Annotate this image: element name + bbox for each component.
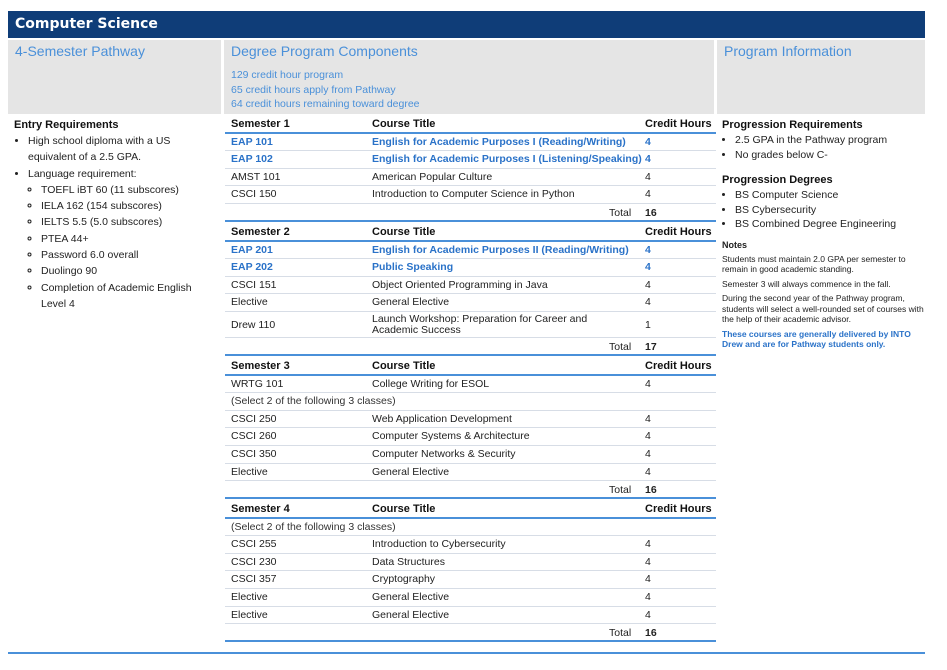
entry-requirements-title: Entry Requirements [14, 119, 119, 131]
semester-header-row [225, 224, 716, 242]
course-row [225, 259, 716, 277]
semester-total: 16 [645, 206, 657, 219]
program-information [722, 119, 927, 350]
course-note-row [225, 393, 716, 411]
course-code: CSCI 255 [231, 538, 277, 551]
course-credits: 4 [645, 243, 651, 256]
total-label: Total [609, 627, 632, 640]
credit-hours-header: Credit Hours [645, 118, 712, 130]
credit-hours-header: Credit Hours [645, 225, 712, 238]
program-info-header [717, 40, 925, 114]
note-paragraph: During the second year of the Pathway program, students will select a well-rounded set of courses with the help of their academic advisor. [722, 293, 924, 324]
language-item: ◦ Duolingo 90 [41, 263, 219, 279]
course-note: (Select 2 of the following 3 classes) [231, 395, 396, 408]
course-title: General Elective [372, 465, 450, 478]
semester-total-row [225, 204, 716, 222]
course-code: EAP 102 [231, 153, 273, 166]
entry-requirements [14, 119, 219, 312]
course-code: Elective [231, 608, 268, 621]
course-credits: 4 [645, 591, 651, 604]
course-row [225, 376, 716, 394]
semester-name: Semester 1 [231, 118, 290, 130]
course-row [225, 446, 716, 464]
course-row [225, 151, 716, 169]
course-code: EAP 202 [231, 261, 273, 274]
progression-degree-item: • BS Computer Science [735, 188, 927, 203]
total-label: Total [609, 340, 632, 353]
note-paragraph: Semester 3 will always commence in the fall. [722, 278, 891, 289]
course-credits: 4 [645, 465, 651, 478]
course-code: EAP 201 [231, 243, 273, 256]
language-item: ◦ Password 6.0 overall [41, 247, 219, 263]
course-row [225, 536, 716, 554]
progression-degrees-title: Progression Degrees [722, 174, 833, 186]
total-label: Total [609, 206, 632, 219]
course-credits: 4 [645, 412, 651, 425]
course-title: English for Academic Purposes I (Listening/Speaking) [372, 153, 642, 166]
entry-item: • High school diploma with a US equivalent of a 2.5 GPA. [28, 133, 219, 166]
course-row [225, 277, 716, 295]
course-code: Elective [231, 465, 268, 478]
course-row [225, 169, 716, 187]
course-title: Cryptography [372, 573, 436, 586]
course-title: Data Structures [372, 555, 445, 568]
course-code: CSCI 150 [231, 188, 277, 201]
credit-summary-line: 64 credit hours remaining toward degree [231, 98, 420, 110]
language-item: ◦ TOEFL iBT 60 (11 subscores) [41, 182, 219, 198]
page-title: Computer Science [8, 11, 925, 38]
course-row [225, 607, 716, 625]
progression-requirement-item: • No grades below C- [735, 148, 927, 163]
course-credits: 4 [645, 608, 651, 621]
course-title: Launch Workshop: Preparation for Career and Academic Success [372, 312, 588, 336]
credit-summary-line: 65 credit hours apply from Pathway [231, 83, 396, 96]
course-row [225, 134, 716, 152]
language-item: ◦ IELA 162 (154 subscores) [41, 198, 219, 214]
course-code: CSCI 357 [231, 573, 277, 586]
course-credits: 1 [645, 318, 651, 331]
course-title: General Elective [372, 591, 450, 604]
course-title: Object Oriented Programming in Java [372, 278, 548, 291]
course-title: College Writing for ESOL [372, 377, 490, 390]
course-title: English for Academic Purposes II (Reading/Writing) [372, 243, 629, 256]
language-item: ◦ Completion of Academic English Level 4 [41, 280, 219, 313]
semester-header-row [225, 116, 716, 134]
course-credits: 4 [645, 538, 651, 551]
semester-total-row [225, 624, 716, 642]
course-credits: 4 [645, 555, 651, 568]
degree-components-title: Degree Program Components [231, 43, 418, 59]
progression-requirements-title: Progression Requirements [722, 119, 863, 131]
course-title: Web Application Development [372, 412, 512, 425]
program-info-title: Program Information [724, 43, 852, 59]
course-code: CSCI 260 [231, 430, 277, 443]
course-row [225, 428, 716, 446]
course-code: AMST 101 [231, 170, 281, 183]
semester-name: Semester 4 [231, 503, 290, 516]
course-credits: 4 [645, 261, 651, 274]
course-credits: 4 [645, 447, 651, 460]
course-row [225, 294, 716, 312]
course-title-header: Course Title [372, 118, 436, 130]
progression-degree-item: • BS Cybersecurity [735, 203, 927, 218]
course-code: CSCI 151 [231, 278, 277, 291]
course-row [225, 242, 716, 260]
course-row [225, 464, 716, 482]
course-title: General Elective [372, 608, 450, 621]
course-code: Elective [231, 591, 268, 604]
semester-spacer [225, 642, 716, 644]
course-note: (Select 2 of the following 3 classes) [231, 520, 396, 533]
pathway-header [8, 40, 221, 114]
course-credits: 4 [645, 573, 651, 586]
semester-header-row [225, 358, 716, 376]
semester-total-row [225, 338, 716, 356]
course-row [225, 186, 716, 204]
course-title-header: Course Title [372, 503, 436, 516]
notes-title: Notes [722, 239, 748, 250]
course-code: CSCI 350 [231, 447, 277, 460]
semester-total-row [225, 481, 716, 499]
language-item: ◦ IELTS 5.5 (5.0 subscores) [41, 214, 219, 230]
course-credits: 4 [645, 170, 651, 183]
semester-total: 17 [645, 340, 657, 353]
course-credits: 4 [645, 135, 651, 148]
course-credits: 4 [645, 188, 651, 201]
course-row [225, 554, 716, 572]
course-row [225, 312, 716, 338]
course-title: Introduction to Computer Science in Python [372, 188, 575, 201]
course-code: Drew 110 [231, 318, 276, 331]
credit-summary-line: 129 credit hour program [231, 69, 344, 81]
course-title-header: Course Title [372, 225, 436, 238]
course-credits: 4 [645, 278, 651, 291]
course-row [225, 589, 716, 607]
language-item: ◦ PTEA 44+ [41, 231, 219, 247]
course-credits: 4 [645, 377, 651, 390]
course-title-header: Course Title [372, 359, 436, 372]
pathway-header-title: 4-Semester Pathway [15, 43, 145, 59]
semester-header-row [225, 501, 716, 519]
semester-tables [225, 116, 716, 644]
entry-item: • Language requirement: ◦ TOEFL iBT 60 (11 subscores) ◦ IELA 162 (154 subscores) ◦ IELTS 5.5 (5.0 subscores) ◦ PTEA 44+ ◦ Password 6.0 overall ◦ Duolingo 90 ◦ Completion of Academic English Level 4 [28, 166, 219, 313]
progression-requirement-item: • 2.5 GPA in the Pathway program [735, 133, 927, 148]
course-code: CSCI 230 [231, 555, 277, 568]
semester-total: 16 [645, 484, 657, 497]
note-paragraph: Students must maintain 2.0 GPA per semester to remain in good academic standing. [722, 253, 906, 274]
pathway-note: These courses are generally delivered by INTO Drew and are for Pathway students only. [722, 328, 911, 349]
semester-name: Semester 2 [231, 225, 290, 238]
credit-hours-header: Credit Hours [645, 359, 712, 372]
course-code: Elective [231, 296, 268, 309]
course-credits: 4 [645, 296, 651, 309]
course-code: EAP 101 [231, 135, 273, 148]
course-title: American Popular Culture [372, 170, 493, 183]
degree-components-header [224, 40, 714, 114]
credit-hours-header: Credit Hours [645, 503, 712, 516]
notes [722, 240, 927, 350]
course-title: Computer Networks & Security [372, 447, 516, 460]
course-credits: 4 [645, 430, 651, 443]
course-code: CSCI 250 [231, 412, 277, 425]
semester-name: Semester 3 [231, 359, 290, 372]
course-title: Computer Systems & Architecture [372, 430, 530, 443]
course-title: Introduction to Cybersecurity [372, 538, 506, 551]
semester-total: 16 [645, 627, 657, 640]
course-credits: 4 [645, 153, 651, 166]
course-title: Public Speaking [372, 261, 454, 274]
course-code: WRTG 101 [231, 377, 284, 390]
course-note-row [225, 519, 716, 537]
bottom-rule [8, 652, 925, 654]
total-label: Total [609, 484, 632, 497]
course-title: General Elective [372, 296, 450, 309]
progression-degree-item: • BS Combined Degree Engineering [735, 217, 927, 232]
course-row [225, 571, 716, 589]
course-row [225, 411, 716, 429]
course-title: English for Academic Purposes I (Reading/Writing) [372, 135, 626, 148]
